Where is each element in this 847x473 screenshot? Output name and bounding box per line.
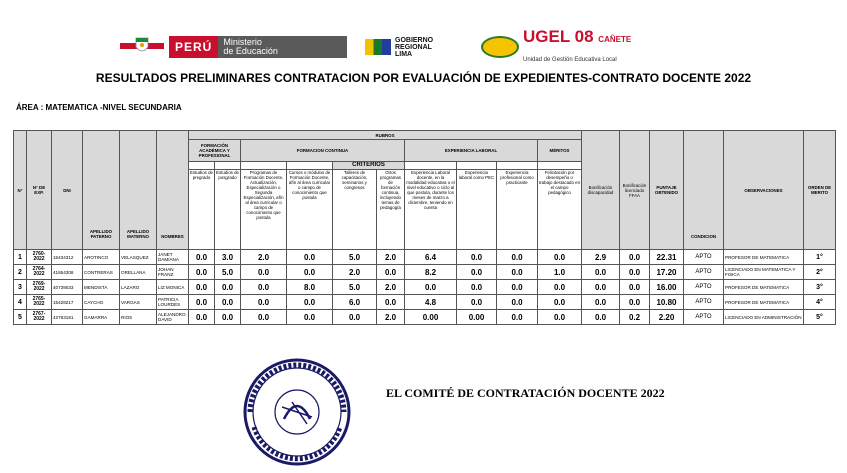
cell-nombres: LIZ MONICA	[157, 280, 189, 295]
cell-obs: PROFESOR DE MATEMATICA	[724, 295, 804, 310]
table-row	[14, 295, 836, 310]
cell-materno: ORELLANA	[120, 265, 157, 280]
cell-paterno: GAMARRA	[83, 310, 120, 325]
table-row	[14, 250, 836, 265]
cell-nombres: JOHAN FRANZ	[157, 265, 189, 280]
cell-cond: APTO	[684, 280, 724, 295]
cell-prog: 0.0	[241, 265, 287, 280]
cell-orden: 2°	[804, 265, 836, 280]
official-stamp-icon	[232, 357, 362, 467]
cell-exp: 2767-2022	[27, 310, 52, 325]
criterios-header: CRITERIOS	[333, 162, 405, 170]
cell-disc: 0.0	[582, 265, 620, 280]
rubros-header: RUBROS	[189, 131, 582, 140]
cell-pg: 3.0	[215, 250, 241, 265]
cell-n: 5	[14, 310, 27, 325]
cell-dni: 15428217	[52, 295, 83, 310]
cell-prog: 2.0	[241, 250, 287, 265]
ugel-subtitle: Unidad de Gestión Educativa Local	[523, 56, 617, 63]
cell-dni: 15434312	[52, 250, 83, 265]
cell-prog: 0.0	[241, 295, 287, 310]
cell-pg: 0.0	[215, 280, 241, 295]
cell-disc: 0.0	[582, 310, 620, 325]
cell-ffaa: 0.2	[620, 310, 650, 325]
cell-cond: APTO	[684, 250, 724, 265]
crit-exp-docente: Experiencia Laboral docente, en la modalidad educativa o el nivel educativo o ciclo al que postula, durante los meses de marzo a diciembre, teniendo en cuenta	[405, 170, 457, 250]
col-puntaje: PUNTAJE OBTENIDO	[650, 131, 684, 250]
cell-tal: 6.0	[333, 295, 377, 310]
cell-fel: 1.0	[538, 265, 582, 280]
peru-label: PERÚ	[169, 36, 218, 58]
cell-obs: LICENCIADO EN MATEMATICA Y FISICA	[724, 265, 804, 280]
col-bonif-ffaa: Bonificación licenciado FFAA	[620, 131, 650, 250]
cell-fel: 0.0	[538, 280, 582, 295]
cell-tal: 5.0	[333, 250, 377, 265]
cell-g: 0.0	[189, 310, 215, 325]
cell-n: 4	[14, 295, 27, 310]
cell-disc: 2.9	[582, 250, 620, 265]
crit-otros: Otros programas de formación continua, incluyendo temas de pedagogía	[377, 170, 405, 250]
ugel-logo	[481, 26, 681, 63]
header-logos	[0, 26, 847, 63]
cell-cur: 8.0	[287, 280, 333, 295]
cell-dni: 42763181	[52, 310, 83, 325]
cell-cond: APTO	[684, 295, 724, 310]
table-row	[14, 265, 836, 280]
cell-cur: 0.0	[287, 295, 333, 310]
cell-paterno: AROTINCO	[83, 250, 120, 265]
cell-expd: 0.00	[405, 310, 457, 325]
cell-orden: 1°	[804, 250, 836, 265]
cell-materno: VARGAS	[120, 295, 157, 310]
crit-cursos: Cursos o módulos de Formación Docente, afín al área curricular o campo de conocimiento que postula	[287, 170, 333, 250]
cell-expd: 8.2	[405, 265, 457, 280]
cell-pg: 5.0	[215, 265, 241, 280]
cell-n: 1	[14, 250, 27, 265]
cell-dni: 41654308	[52, 265, 83, 280]
cell-disc: 0.0	[582, 280, 620, 295]
crit-felicitacion: Felicitación por desempeño o trabajo destacado en el campo pedagógico	[538, 170, 582, 250]
cell-exp: 2760-2022	[27, 250, 52, 265]
col-nombres: NOMBRES	[157, 131, 189, 250]
col-orden: ORDEN DE MERITO	[804, 131, 836, 250]
cell-ffaa: 0.0	[620, 265, 650, 280]
cell-paterno: CONTRERAS	[83, 265, 120, 280]
cell-otr: 2.0	[377, 310, 405, 325]
cell-fel: 0.0	[538, 310, 582, 325]
cell-n: 3	[14, 280, 27, 295]
cell-puntaje: 16.00	[650, 280, 684, 295]
formacion-continua-header: FORMACION CONTINUA	[241, 140, 405, 162]
results-table	[13, 130, 836, 325]
ugel-name: UGEL 08 CAÑETE	[523, 26, 632, 46]
crit-programas: Programas de Formación Docente, Actualización, Especialización o Segunda Especialización, afín al área curricular o campo de conocimiento que postula	[241, 170, 287, 250]
cell-orden: 5°	[804, 310, 836, 325]
document-title: RESULTADOS PRELIMINARES CONTRATACION POR EVALUACIÓN DE EXPEDIENTES-CONTRATO DOCENTE 2022	[95, 71, 752, 85]
cell-prof: 0.0	[497, 310, 538, 325]
col-materno: APELLIDO MATERNO	[120, 131, 157, 250]
cell-puntaje: 10.80	[650, 295, 684, 310]
cell-dni: 40739033	[52, 280, 83, 295]
cell-otr: 0.0	[377, 295, 405, 310]
crit-pregrado: Estudios de pregrado	[189, 170, 215, 250]
cell-expd: 0.0	[405, 280, 457, 295]
gore-flag-icon	[365, 39, 391, 55]
table-row	[14, 310, 836, 325]
cell-pec: 0.0	[457, 295, 497, 310]
cell-nombres: JANET DAMIANA	[157, 250, 189, 265]
crit-exp-prof: Experiencia profesional como practicante	[497, 170, 538, 250]
area-label: ÁREA : MATEMATICA -NIVEL SECUNDARIA	[16, 103, 182, 112]
cell-paterno: CAYCHO	[83, 295, 120, 310]
crit-talleres: Talleres de capacitación, seminarios y congresos	[333, 170, 377, 250]
col-exp: N° DE EXP.	[27, 131, 52, 250]
cell-obs: PROFESOR DE MATEMATICA	[724, 250, 804, 265]
table-row	[14, 280, 836, 295]
cell-obs: LICENCIADO EN ADMINISTRACIÓN	[724, 310, 804, 325]
cell-orden: 4°	[804, 295, 836, 310]
cell-obs: PROFESOR DE MATEMATICA	[724, 280, 804, 295]
cell-cur: 0.0	[287, 250, 333, 265]
cell-prof: 0.0	[497, 250, 538, 265]
cell-disc: 0.0	[582, 295, 620, 310]
gobierno-regional-logo: GOBIERNO REGIONAL LIMA	[365, 36, 455, 58]
cell-pg: 0.0	[215, 310, 241, 325]
cell-prog: 0.0	[241, 280, 287, 295]
cell-pec: 0.0	[457, 250, 497, 265]
ugel-emblem-icon	[481, 36, 519, 58]
cell-tal: 5.0	[333, 280, 377, 295]
col-observaciones: OBSERVACIONES	[724, 131, 804, 250]
cell-exp: 2769-2022	[27, 280, 52, 295]
cell-materno: LAZARO	[120, 280, 157, 295]
cell-pec: 0.00	[457, 310, 497, 325]
col-bonif-disc: Bonificación discapacidad	[582, 131, 620, 250]
meritos-header: MÉRITOS	[538, 140, 582, 162]
cell-tal: 0.0	[333, 310, 377, 325]
cell-exp: 2764-2022	[27, 265, 52, 280]
minedu-logo	[169, 36, 347, 58]
crit-exp-pec: Experiencia laboral como PEC	[457, 170, 497, 250]
comite-signature: EL COMITÉ DE CONTRATACIÓN DOCENTE 2022	[386, 386, 665, 400]
cell-cur: 0.0	[287, 265, 333, 280]
cell-nombres: ALEJANDRO DAVID	[157, 310, 189, 325]
experiencia-laboral-header: EXPERIENCIA LABORAL	[405, 140, 538, 162]
cell-g: 0.0	[189, 295, 215, 310]
cell-ffaa: 0.0	[620, 280, 650, 295]
cell-g: 0.0	[189, 265, 215, 280]
col-condicion: CONDICION	[684, 131, 724, 250]
cell-orden: 3°	[804, 280, 836, 295]
cell-ffaa: 0.0	[620, 250, 650, 265]
cell-exp: 2765-2022	[27, 295, 52, 310]
cell-prog: 0.0	[241, 310, 287, 325]
cell-puntaje: 2.20	[650, 310, 684, 325]
cell-prof: 0.0	[497, 265, 538, 280]
cell-puntaje: 22.31	[650, 250, 684, 265]
cell-fel: 0.0	[538, 250, 582, 265]
cell-cond: APTO	[684, 265, 724, 280]
cell-expd: 6.4	[405, 250, 457, 265]
col-paterno: APELLIDO PATERNO	[83, 131, 120, 250]
cell-pec: 0.0	[457, 265, 497, 280]
cell-fel: 0.0	[538, 295, 582, 310]
cell-n: 2	[14, 265, 27, 280]
cell-ffaa: 0.0	[620, 295, 650, 310]
cell-cur: 0.0	[287, 310, 333, 325]
cell-g: 0.0	[189, 280, 215, 295]
cell-materno: RIOS	[120, 310, 157, 325]
cell-materno: VELASQUEZ	[120, 250, 157, 265]
cell-otr: 2.0	[377, 280, 405, 295]
cell-tal: 2.0	[333, 265, 377, 280]
cell-prof: 0.0	[497, 280, 538, 295]
cell-nombres: PATRICIA LOURDES	[157, 295, 189, 310]
crit-posgrado: Estudios de posgrado	[215, 170, 241, 250]
cell-expd: 4.8	[405, 295, 457, 310]
cell-g: 0.0	[189, 250, 215, 265]
peru-coat-of-arms-icon	[120, 36, 164, 56]
cell-puntaje: 17.20	[650, 265, 684, 280]
cell-paterno: MENDISTA	[83, 280, 120, 295]
formacion-academica-header: FORMACIÓN ACADÉMICA Y PROFESIONAL	[189, 140, 241, 162]
cell-pec: 0.0	[457, 280, 497, 295]
cell-cond: APTO	[684, 310, 724, 325]
cell-otr: 2.0	[377, 250, 405, 265]
cell-prof: 0.0	[497, 295, 538, 310]
ministry-name: Ministerio de Educación	[218, 36, 347, 58]
col-n: N°	[14, 131, 27, 250]
cell-pg: 0.0	[215, 295, 241, 310]
col-dni: DNI	[52, 131, 83, 250]
cell-otr: 0.0	[377, 265, 405, 280]
